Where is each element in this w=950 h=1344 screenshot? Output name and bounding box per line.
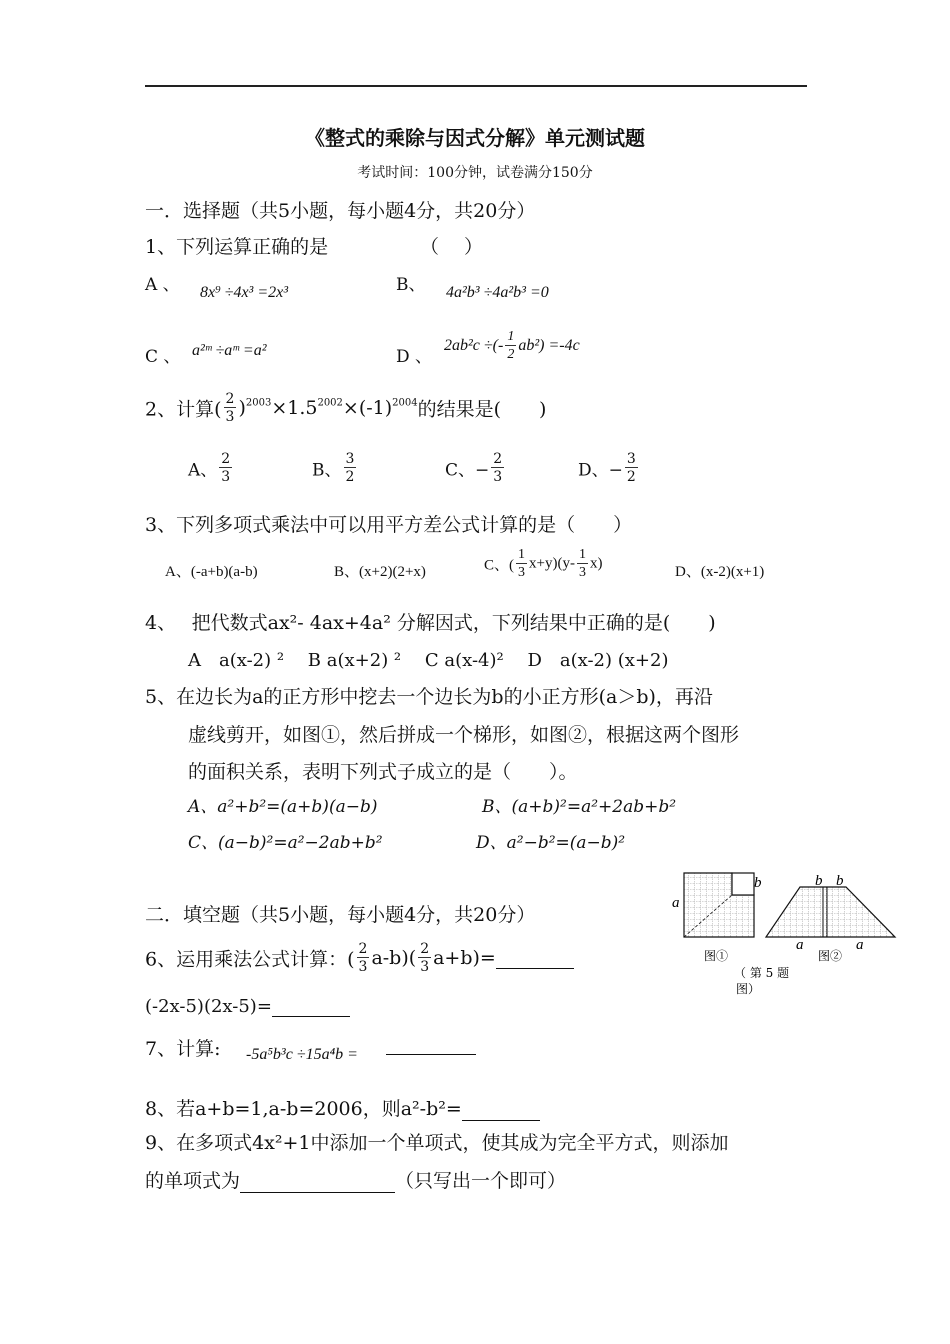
q1-d-expr: 2ab²c ÷(- $\frac{1}{2}$ ab²) =-4c [444, 329, 580, 362]
q9-line-2: 的单项式为 （只写出一个即可） [145, 1170, 567, 1192]
page-subtitle: 考试时间：100分钟，试卷满分150分 [357, 165, 593, 181]
fig-caption-3-line1: （ 第 5 题 [734, 966, 790, 980]
q1-b-expr: 4a²b³ ÷4a²b³ =0 [446, 284, 549, 301]
q8-stem: 8、若a+b=1,a-b=2006，则a²-b²= [145, 1094, 540, 1121]
q2-option-d: D、− $\frac{3}{2}$ [578, 451, 636, 485]
fig-label-a-left: a [672, 895, 680, 911]
q5-option-d: D、a²−b²=(a−b)² [476, 833, 626, 853]
fig-caption-2: 图② [818, 949, 843, 963]
fig-caption-3-line2: 图） [736, 982, 761, 996]
q9-answer-blank[interactable] [240, 1172, 395, 1193]
q2-option-c: C、− $\frac{2}{3}$ [445, 451, 503, 485]
q5-line-2: 虚线剪开，如图①，然后拼成一个梯形，如图②，根据这两个图形 [188, 724, 740, 746]
fig-label-a-bottom1: a [796, 937, 804, 953]
q6-line-2: (-2x-5)(2x-5)= [145, 996, 350, 1017]
q3-option-a: A、(-a+b)(a-b) [165, 564, 258, 580]
q7-answer-blank[interactable] [386, 1034, 476, 1055]
q2-option-a: A、 $\frac{2}{3}$ [188, 451, 231, 485]
q2-stem: 2、计算( $\frac{2}{3}$ )$^{2003}\times 1.5^{2002}\times(-1)^{2004}$的结果是( ) [145, 391, 547, 425]
q5-option-c: C、(a−b)²=a²−2ab+b² [188, 833, 383, 853]
q1-paren: （ ） [420, 236, 484, 258]
q7-stem: 7、计算: [145, 1038, 221, 1060]
q3-option-b: B、(x+2)(2+x) [334, 564, 426, 580]
q3-option-c: C、( $\frac{1}{3}$ x+y)(y- $\frac{1}{3}$ x) [484, 547, 603, 580]
q4-options: A a(x-2) ² B a(x+2) ² C a(x-4)² D a(x-2) (x+2) [188, 650, 669, 671]
fig-label-b-top: b [754, 875, 762, 891]
q5-option-a: A、a²+b²=(a+b)(a−b) [188, 797, 378, 817]
q3-stem: 3、下列多项式乘法中可以用平方差公式计算的是（ ） [145, 514, 633, 536]
q2-option-b: B、 $\frac{3}{2}$ [312, 451, 355, 485]
q1-b-label: B、 [396, 275, 426, 295]
q5-line-1: 5、在边长为a的正方形中挖去一个边长为b的小正方形(a＞b)，再沿 [145, 686, 713, 708]
fig-label-a-bottom2: a [856, 937, 864, 953]
section-2-heading: 二．填空题（共5小题，每小题4分，共20分） [145, 904, 536, 926]
q5-line-3: 的面积关系，表明下列式子成立的是（ ）。 [188, 761, 578, 783]
q6-stem: 6、运用乘法公式计算：( $\frac{2}{3}$ a-b)( $\frac{2}{3}$ a+b)= [145, 942, 574, 974]
q5-figure-svg [670, 865, 910, 1005]
q1-a-expr: 8x⁹ ÷4x³ =2x³ [200, 284, 289, 301]
q6-answer-blank-2[interactable] [272, 996, 350, 1017]
q1-a-label: A 、 [145, 275, 180, 295]
q5-option-b: B、(a+b)²=a²+2ab+b² [482, 797, 677, 817]
q7-expr: -5a⁵b³c ÷15a⁴b = [246, 1046, 358, 1063]
q1-c-expr: a²ᵐ ÷aᵐ =a² [192, 342, 267, 359]
fig-label-b2: b [836, 873, 844, 889]
q8-answer-blank[interactable] [462, 1100, 540, 1121]
q3-option-d: D、(x-2)(x+1) [675, 564, 765, 580]
header-rule [145, 85, 807, 87]
q6-answer-blank-1[interactable] [496, 948, 574, 969]
fig-label-b1: b [815, 873, 823, 889]
q1-stem: 1、下列运算正确的是 [145, 236, 329, 258]
fig2-trapezoid [766, 887, 895, 937]
q5-figure [670, 865, 910, 1005]
q4-stem: 4、 把代数式ax²- 4ax+4a² 分解因式，下列结果中正确的是( ) [145, 612, 716, 634]
q1-c-label: C 、 [145, 347, 181, 367]
section-1-heading: 一．选择题（共5小题，每小题4分，共20分） [145, 200, 536, 222]
q1-d-label: D 、 [396, 347, 433, 367]
fig-caption-1: 图① [704, 949, 729, 963]
fig1-removed-square [732, 873, 754, 895]
page-title: 《整式的乘除与因式分解》单元测试题 [305, 126, 645, 150]
q9-line-1: 9、在多项式4x²+1中添加一个单项式，使其成为完全平方式，则添加 [145, 1132, 729, 1154]
